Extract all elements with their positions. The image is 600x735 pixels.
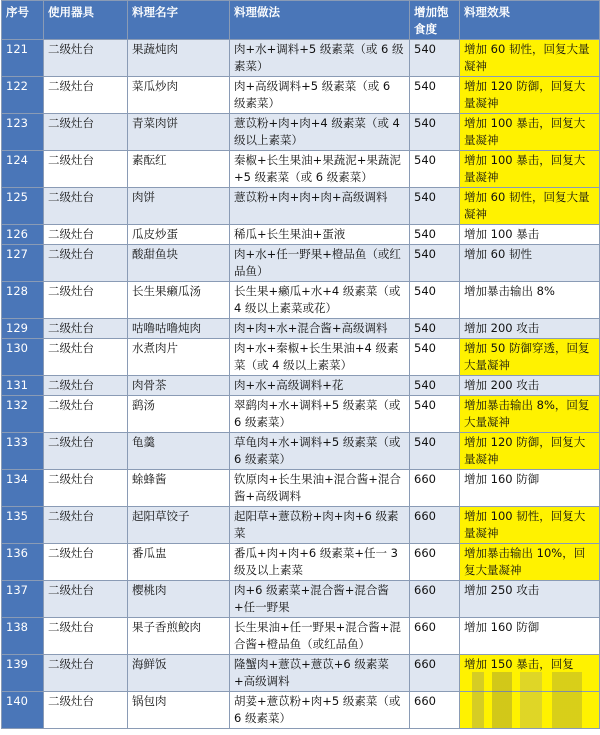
cell-satiety: 540 [410, 319, 460, 339]
cell-method: 肉+水+任一野果+橙品鱼（或红品鱼） [230, 245, 410, 282]
cell-tool: 二级灶台 [44, 376, 128, 396]
cell-satiety: 660 [410, 544, 460, 581]
recipe-table [1, 0, 600, 729]
cell-method: 肉+水+秦椒+长生果油+4 级素菜（或 4 级以上素菜） [230, 339, 410, 376]
header-tool: 使用器具 [44, 1, 128, 40]
cell-effect: 增加 120 防御，回复大量凝神 [460, 433, 600, 470]
cell-no: 135 [2, 507, 44, 544]
cell-effect: 增加 200 攻击 [460, 319, 600, 339]
cell-method: 番瓜+肉+肉+6 级素菜+任一 3 级及以上素菜 [230, 544, 410, 581]
cell-name: 咕噜咕噜炖肉 [128, 319, 230, 339]
cell-name: 水煮肉片 [128, 339, 230, 376]
cell-no: 126 [2, 225, 44, 245]
cell-tool: 二级灶台 [44, 282, 128, 319]
cell-no: 125 [2, 188, 44, 225]
cell-tool: 二级灶台 [44, 618, 128, 655]
cell-tool: 二级灶台 [44, 339, 128, 376]
cell-satiety: 540 [410, 433, 460, 470]
cell-method: 胡荽+薏苡粉+肉+5 级素菜（或 6 级素菜） [230, 692, 410, 729]
table-row [2, 544, 600, 581]
cell-satiety: 540 [410, 77, 460, 114]
cell-no: 128 [2, 282, 44, 319]
cell-satiety: 540 [410, 245, 460, 282]
table-row [2, 376, 600, 396]
cell-satiety: 540 [410, 396, 460, 433]
cell-method: 肉+水+高级调料+花 [230, 376, 410, 396]
cell-method: 肉+高级调料+5 级素菜（或 6 级素菜） [230, 77, 410, 114]
cell-satiety: 540 [410, 339, 460, 376]
cell-tool: 二级灶台 [44, 225, 128, 245]
cell-effect: 增加 100 暴击 [460, 225, 600, 245]
cell-method: 钦原肉+长生果油+混合酱+混合酱+高级调料 [230, 470, 410, 507]
cell-tool: 二级灶台 [44, 114, 128, 151]
header-effect: 料理效果 [460, 1, 600, 40]
cell-satiety: 540 [410, 114, 460, 151]
cell-tool: 二级灶台 [44, 655, 128, 692]
cell-tool: 二级灶台 [44, 188, 128, 225]
cell-name: 果子香煎鲛肉 [128, 618, 230, 655]
cell-name: 龟羹 [128, 433, 230, 470]
table-row [2, 433, 600, 470]
cell-effect: 增加 100 韧性，回复大量凝神 [460, 507, 600, 544]
cell-no: 132 [2, 396, 44, 433]
cell-no: 134 [2, 470, 44, 507]
cell-no: 131 [2, 376, 44, 396]
cell-no: 123 [2, 114, 44, 151]
table-row [2, 396, 600, 433]
cell-effect: 增加 100 暴击，回复大量凝神 [460, 151, 600, 188]
cell-effect: 增加 60 韧性，回复大量凝神 [460, 188, 600, 225]
table-row [2, 618, 600, 655]
cell-effect: 增加 200 攻击 [460, 376, 600, 396]
cell-tool: 二级灶台 [44, 40, 128, 77]
cell-satiety: 660 [410, 618, 460, 655]
cell-effect: 增加 160 防御 [460, 470, 600, 507]
cell-no: 136 [2, 544, 44, 581]
cell-method: 长生果+癞瓜+水+4 级素菜（或 4 级以上素菜或花） [230, 282, 410, 319]
cell-no: 130 [2, 339, 44, 376]
cell-method: 肉+水+调料+5 级素菜（或 6 级素菜） [230, 40, 410, 77]
cell-effect: 增加 60 韧性 [460, 245, 600, 282]
cell-tool: 二级灶台 [44, 544, 128, 581]
cell-tool: 二级灶台 [44, 319, 128, 339]
cell-effect: 增加 160 防御 [460, 618, 600, 655]
cell-name: 瓜皮炒蛋 [128, 225, 230, 245]
cell-name: 青菜肉饼 [128, 114, 230, 151]
header-method: 料理做法 [230, 1, 410, 40]
cell-method: 肉+6 级素菜+混合酱+混合酱+任一野果 [230, 581, 410, 618]
table-row [2, 77, 600, 114]
blurred-watermark [472, 672, 592, 728]
cell-effect: 增加暴击输出 8% [460, 282, 600, 319]
table-row [2, 245, 600, 282]
cell-satiety: 540 [410, 376, 460, 396]
cell-effect: 增加 100 暴击，回复大量凝神 [460, 114, 600, 151]
cell-satiety: 540 [410, 151, 460, 188]
header-satiety: 增加饱食度 [410, 1, 460, 40]
cell-no: 137 [2, 581, 44, 618]
cell-name: 果蔬炖肉 [128, 40, 230, 77]
cell-no: 124 [2, 151, 44, 188]
cell-effect: 增加 50 防御穿透，回复大量凝神 [460, 339, 600, 376]
cell-method: 隆蟹肉+薏苡+薏苡+6 级素菜+高级调料 [230, 655, 410, 692]
cell-name: 蜍蜂酱 [128, 470, 230, 507]
table-row [2, 40, 600, 77]
cell-no: 129 [2, 319, 44, 339]
cell-satiety: 540 [410, 40, 460, 77]
cell-no: 122 [2, 77, 44, 114]
cell-name: 番瓜盅 [128, 544, 230, 581]
cell-method: 起阳草+薏苡粉+肉+肉+6 级素菜 [230, 507, 410, 544]
cell-effect: 增加 60 韧性，回复大量凝神 [460, 40, 600, 77]
table-row [2, 151, 600, 188]
cell-name: 素酝红 [128, 151, 230, 188]
header-no: 序号 [2, 1, 44, 40]
cell-name: 樱桃肉 [128, 581, 230, 618]
cell-effect: 增加 150 暴击，回复 [460, 655, 600, 692]
cell-name: 鹞汤 [128, 396, 230, 433]
table-row [2, 188, 600, 225]
table-row [2, 339, 600, 376]
cell-tool: 二级灶台 [44, 433, 128, 470]
cell-tool: 二级灶台 [44, 692, 128, 729]
cell-tool: 二级灶台 [44, 77, 128, 114]
cell-satiety: 660 [410, 692, 460, 729]
table-row [2, 319, 600, 339]
cell-no: 140 [2, 692, 44, 729]
cell-tool: 二级灶台 [44, 581, 128, 618]
cell-method: 薏苡粉+肉+肉+肉+高级调料 [230, 188, 410, 225]
cell-effect: 增加暴击输出 8%，回复大量凝神 [460, 396, 600, 433]
cell-no: 127 [2, 245, 44, 282]
table-header-row [2, 1, 600, 40]
cell-no: 139 [2, 655, 44, 692]
table-row [2, 470, 600, 507]
cell-name: 肉骨茶 [128, 376, 230, 396]
cell-method: 翠鹞肉+水+调料+5 级素菜（或 6 级素菜） [230, 396, 410, 433]
cell-effect: 增加暴击输出 10%，回复大量凝神 [460, 544, 600, 581]
cell-tool: 二级灶台 [44, 507, 128, 544]
cell-name: 长生果癞瓜汤 [128, 282, 230, 319]
cell-tool: 二级灶台 [44, 396, 128, 433]
cell-satiety: 660 [410, 655, 460, 692]
table-row [2, 282, 600, 319]
cell-satiety: 540 [410, 188, 460, 225]
table-row [2, 114, 600, 151]
cell-no: 133 [2, 433, 44, 470]
cell-tool: 二级灶台 [44, 245, 128, 282]
header-name: 料理名字 [128, 1, 230, 40]
cell-method: 稀瓜+长生果油+蛋液 [230, 225, 410, 245]
cell-satiety: 540 [410, 282, 460, 319]
table-row [2, 507, 600, 544]
cell-no: 121 [2, 40, 44, 77]
cell-satiety: 660 [410, 507, 460, 544]
cell-method: 肉+肉+水+混合酱+高级调料 [230, 319, 410, 339]
cell-method: 秦椒+长生果油+果蔬泥+果蔬泥+5 级素菜（或 6 级素菜） [230, 151, 410, 188]
table-row [2, 225, 600, 245]
cell-no: 138 [2, 618, 44, 655]
cell-name: 酸甜鱼块 [128, 245, 230, 282]
cell-satiety: 660 [410, 581, 460, 618]
cell-tool: 二级灶台 [44, 470, 128, 507]
cell-name: 起阳草饺子 [128, 507, 230, 544]
cell-satiety: 660 [410, 470, 460, 507]
cell-name: 肉饼 [128, 188, 230, 225]
cell-method: 草龟肉+水+调料+5 级素菜（或 6 级素菜） [230, 433, 410, 470]
cell-name: 锅包肉 [128, 692, 230, 729]
cell-name: 海鲜饭 [128, 655, 230, 692]
cell-method: 长生果油+任一野果+混合酱+混合酱+橙品鱼（或红品鱼） [230, 618, 410, 655]
cell-method: 薏苡粉+肉+肉+4 级素菜（或 4 级以上素菜） [230, 114, 410, 151]
cell-satiety: 540 [410, 225, 460, 245]
cell-tool: 二级灶台 [44, 151, 128, 188]
cell-effect: 增加 250 攻击 [460, 581, 600, 618]
table-row [2, 581, 600, 618]
cell-effect: 增加 120 防御，回复大量凝神 [460, 77, 600, 114]
cell-name: 菜瓜炒肉 [128, 77, 230, 114]
